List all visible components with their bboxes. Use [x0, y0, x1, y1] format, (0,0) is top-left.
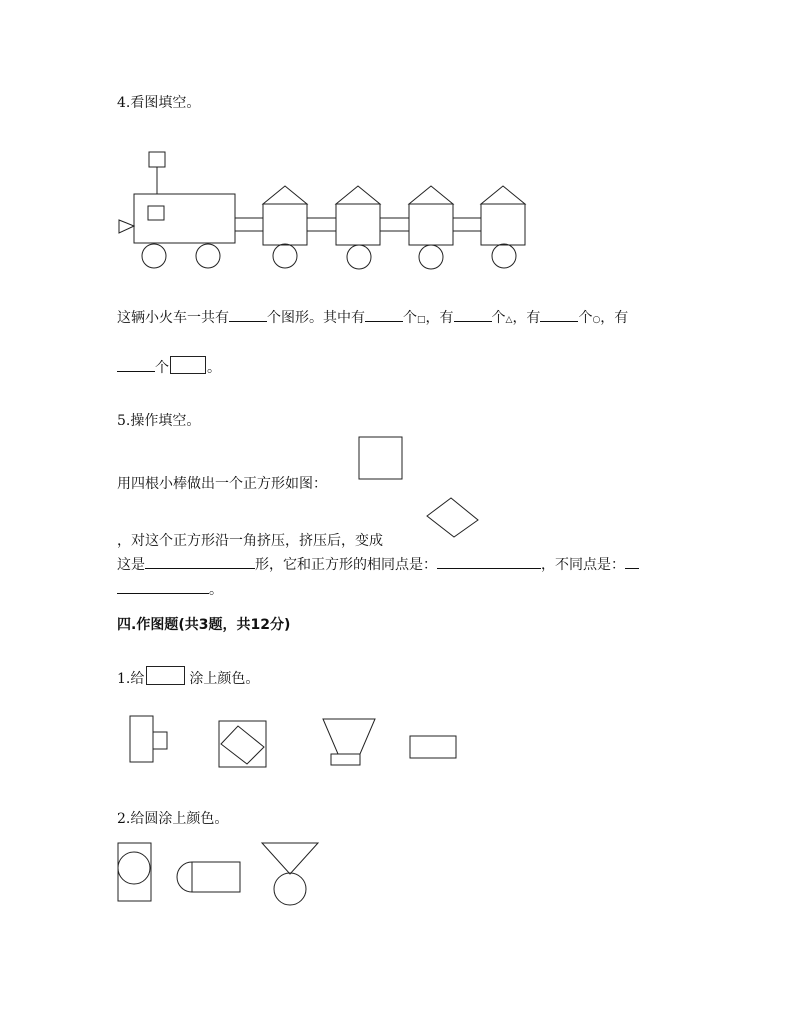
q5-line2: ，对这个正方形沿一角挤压，挤压后，变成	[117, 533, 383, 549]
triangle-symbol: △	[505, 315, 513, 325]
q4-text: ，有	[600, 310, 629, 326]
square-symbol: □	[417, 315, 426, 325]
circle-symbol: ○	[592, 315, 601, 325]
d1-text: 1.给	[117, 671, 145, 687]
q4-text: 个	[403, 310, 417, 326]
q5-text: ，不同点是：	[541, 557, 625, 573]
q4-text: ，有	[512, 310, 541, 326]
half-circle	[177, 862, 192, 892]
q4-text: 个图形。其中有	[267, 310, 365, 326]
q4-title: 4.看图填空。	[117, 95, 201, 111]
q5-title: 5.操作填空。	[117, 413, 201, 429]
inner-circle	[118, 852, 150, 884]
q5-text: 。	[209, 582, 223, 598]
q5-line1: 用四根小棒做出一个正方形如图：	[117, 476, 327, 492]
q4-text: 个	[578, 310, 593, 326]
q4-text: 个	[491, 310, 506, 326]
q4-text: 这辆小火车一共有	[117, 310, 229, 326]
bottom-circle	[274, 873, 306, 905]
d1-text: 涂上颜色。	[189, 671, 260, 687]
q4-text: 个	[155, 360, 169, 376]
side-rectangle	[192, 862, 240, 892]
q5-text: 这是	[117, 557, 145, 573]
q5-text: 形，它和正方形的相同点是：	[255, 557, 437, 573]
section-title: 四.作图题(共3题，共12分)	[117, 617, 291, 633]
q4-text: 。	[207, 360, 221, 376]
inverted-triangle	[262, 843, 318, 874]
q4-text: ，有	[425, 310, 454, 326]
d2-title: 2.给圆涂上颜色。	[117, 811, 229, 827]
